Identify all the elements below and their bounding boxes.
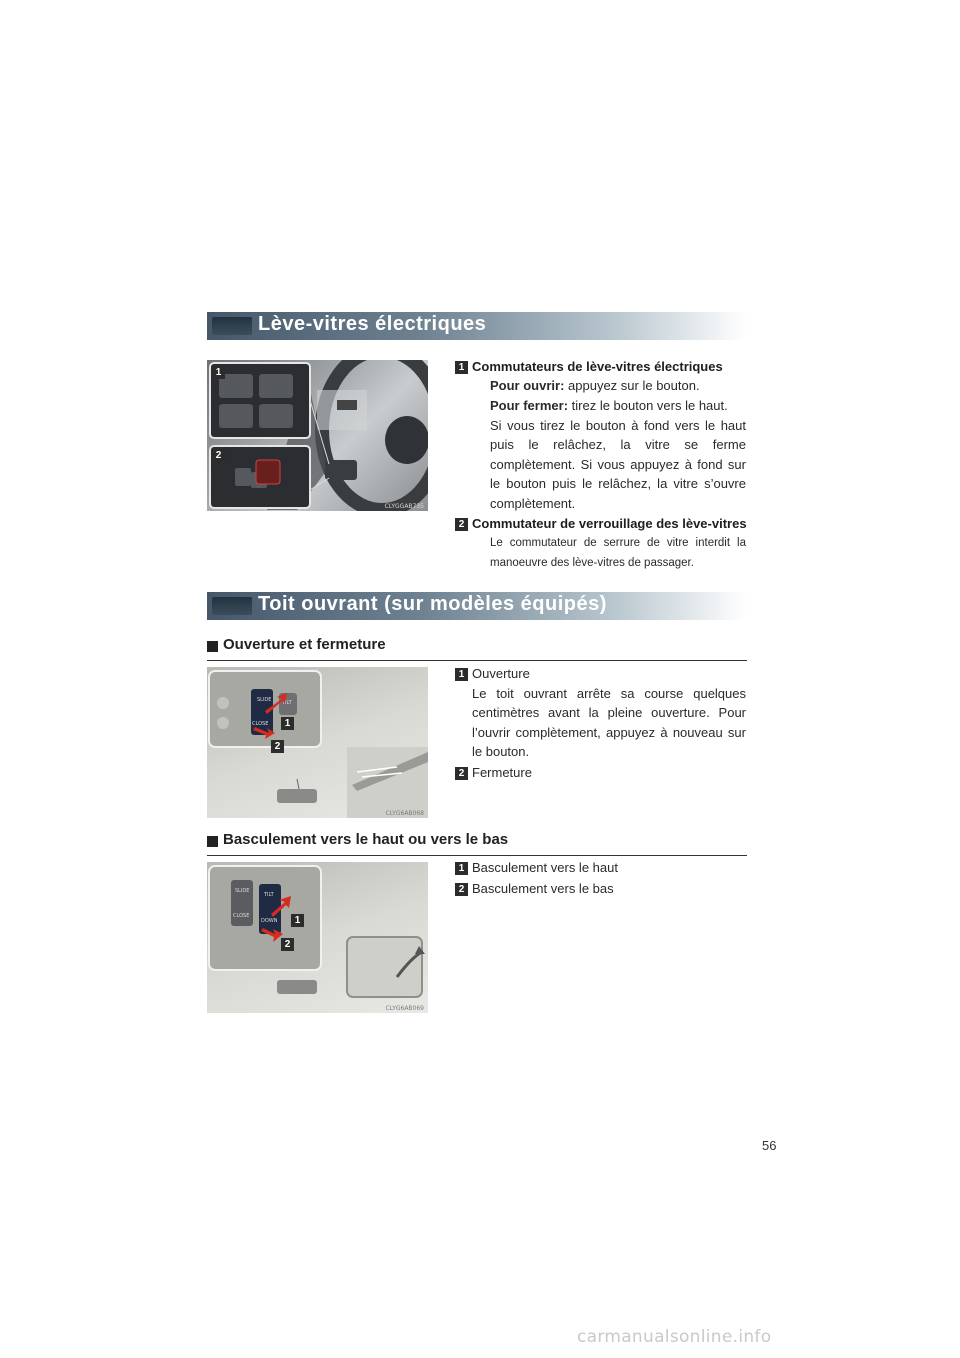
item-number-1: 1 [455, 862, 468, 875]
item-number-1: 1 [455, 361, 468, 374]
item-body: Le toit ouvrant arrête sa course quelques centimètres avant la pleine ouverture. Pour l’ouvrir complètement, appuyez à nouveau sur le bouton. [472, 686, 746, 760]
open-text: appuyez sur le bouton. [568, 378, 700, 393]
item-title: Fermeture [472, 765, 532, 780]
subsection-heading [207, 831, 747, 856]
item-title: Commutateurs de lève-vitres électriques [472, 359, 723, 374]
banner-tab [212, 317, 252, 335]
switch-label: TILT [264, 892, 274, 898]
item-title: Ouverture [472, 666, 530, 681]
item-number-2: 2 [455, 518, 468, 531]
item-number-2: 2 [455, 767, 468, 780]
item-body: Si vous tirez le bouton à fond vers le haut puis le relâchez, la vitre se ferme complètement. Si vous appuyez à fond sur le bouton puis le relâchez, la vitre s’ouvre complètement. [490, 418, 746, 511]
subsection-heading [207, 636, 747, 661]
subsection-title: Basculement vers le haut ou vers le bas [223, 831, 509, 848]
page-number: 56 [762, 1138, 777, 1153]
callout-2: 2 [281, 938, 294, 951]
switch-label: CLOSE [252, 721, 269, 727]
item-number-1: 1 [455, 668, 468, 681]
callout-2: 2 [271, 740, 284, 753]
photo-code: CLYG6AB069 [385, 1005, 424, 1012]
section-title: Toit ouvrant (sur modèles équipés) [258, 593, 607, 615]
banner-tab [212, 597, 252, 615]
item-title: Basculement vers le bas [472, 881, 614, 896]
switch-label: SLIDE [235, 888, 250, 894]
close-instruction [490, 398, 728, 413]
switch-label: DOWN [261, 918, 278, 924]
switch-label: CLOSE [233, 913, 250, 919]
window-switch-illustration [207, 360, 428, 511]
item-title: Commutateur de verrouillage des lève-vitres [472, 516, 747, 531]
section-title: Lève-vitres électriques [258, 313, 487, 335]
watermark-link[interactable]: carmanualsonline.info [577, 1327, 772, 1347]
sunroof-tilt-photo [207, 862, 428, 1013]
sunroof-switch-illustration [207, 667, 428, 818]
photo-code: CLYGGAB735 [384, 503, 424, 510]
callout-1: 1 [212, 366, 225, 379]
section-banner-sunroof [207, 592, 747, 620]
sunroof-tilt-illustration [207, 862, 428, 1013]
open-instruction [490, 378, 700, 393]
item-body: Le commutateur de serrure de vitre interdit la manoeuvre des lève-vitres de passager. [490, 537, 746, 569]
window-switch-photo [207, 360, 428, 511]
section-banner-power-windows [207, 312, 747, 340]
sunroof-open-close-photo [207, 667, 428, 818]
callout-1: 1 [291, 914, 304, 927]
subsection-title: Ouverture et fermeture [223, 636, 386, 653]
item-number-2: 2 [455, 883, 468, 896]
close-text: tirez le bouton vers le haut. [571, 398, 728, 413]
callout-1: 1 [281, 717, 294, 730]
heading-bullet [207, 836, 218, 847]
switch-label: SLIDE [257, 697, 272, 703]
heading-bullet [207, 641, 218, 652]
switch-label: TILT [282, 700, 292, 706]
open-label: Pour ouvrir: [490, 378, 565, 393]
close-label: Pour fermer: [490, 398, 569, 413]
callout-2: 2 [212, 449, 225, 462]
photo-code: CLYG6AB068 [385, 810, 424, 817]
item-title: Basculement vers le haut [472, 860, 618, 875]
